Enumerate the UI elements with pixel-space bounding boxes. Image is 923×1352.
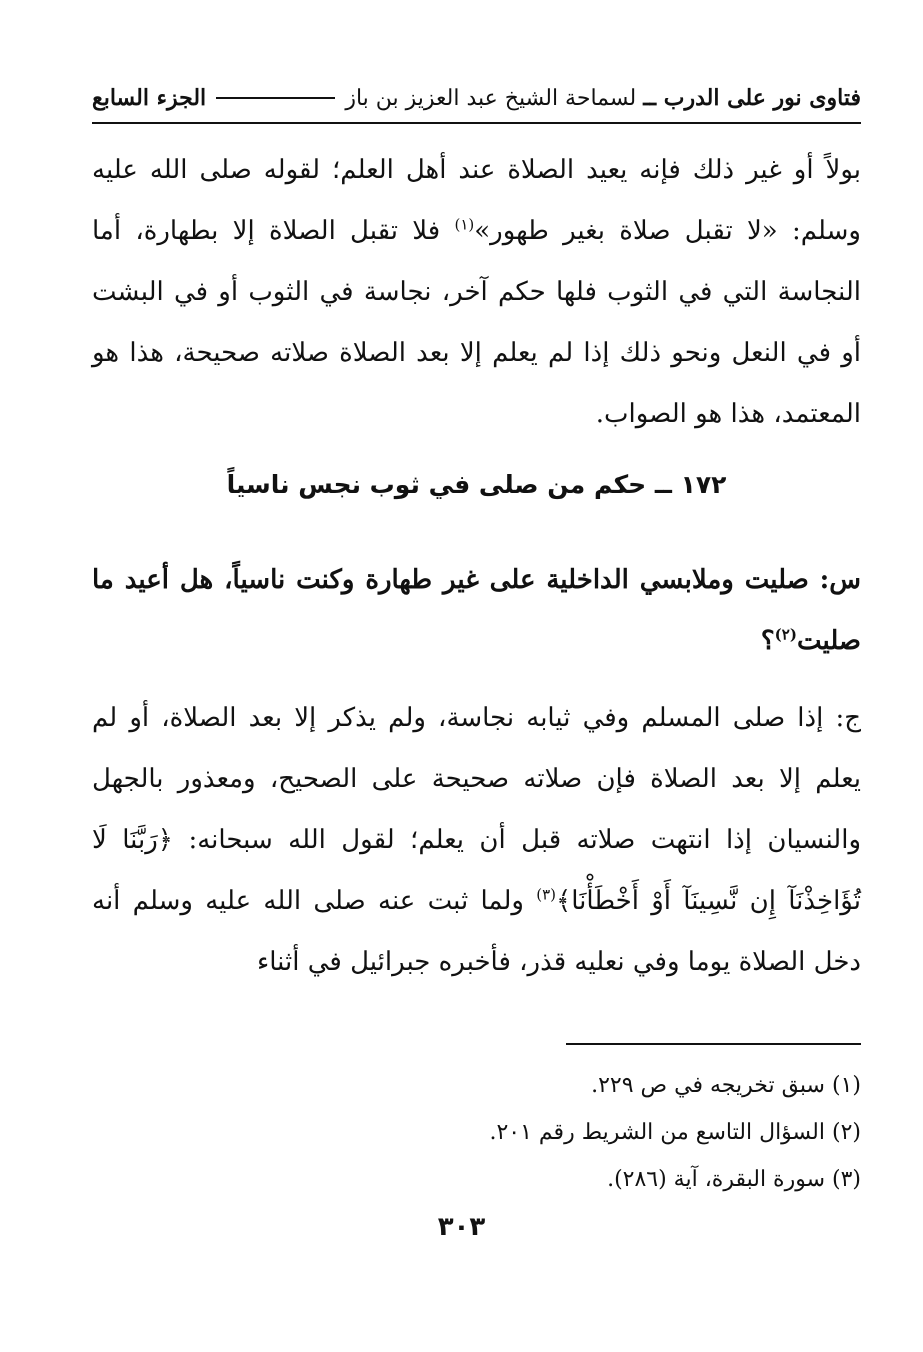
header-separator [216, 97, 335, 99]
footnote-ref-1: (١) [454, 215, 475, 234]
question [92, 550, 861, 672]
header-volume: الجزء السابع [92, 85, 207, 111]
header-left-group [345, 85, 861, 111]
footnote-3: (٣) سورة البقرة، آية (٢٨٦). [607, 1167, 861, 1192]
header-author: لسماحة الشيخ عبد العزيز بن باز [345, 86, 637, 111]
question-mark: ؟ [760, 626, 775, 656]
footnote-ref-3: (٣) [536, 885, 556, 904]
quran-verse: ﴿رَبَّنَا لَا تُؤَاخِذْنَآ إِن نَّسِينَآ أَوْ أَخْطَأْنَا﴾ [92, 825, 861, 916]
paragraph-continuation [92, 140, 861, 445]
paragraph-1-text: بولاً أو غير ذلك فإنه يعيد الصلاة عند أهل العلم؛ لقوله صلى الله عليه وسلم: «لا تقبل صلاة بغير طهور» [92, 155, 861, 246]
footnote-rule [566, 1043, 861, 1045]
answer-text: ج: إذا صلى المسلم وفي ثيابه نجاسة، ولم يذكر إلا بعد الصلاة، أو لم يعلم إلا بعد الصلاة فإن صلاته صحيحة على الصحيح، ومعذور بالجهل والنسيان إذا انتهت صلاته قبل أن يعلم؛ لقول الله سبحانه: [92, 703, 861, 855]
header-book-title: فتاوى نور على الدرب ــ [643, 85, 861, 111]
footnotes [92, 1062, 861, 1203]
section-title: ١٧٢ ــ حكم من صلى في ثوب نجس ناسياً [226, 470, 727, 499]
answer [92, 688, 861, 993]
question-text: س: صليت وملابسي الداخلية على غير طهارة وكنت ناسياً، هل أعيد ما صليت [92, 565, 861, 656]
header-rule [92, 122, 861, 124]
running-header [92, 78, 861, 118]
page-number: ٣٠٣ [437, 1212, 486, 1242]
footnote-ref-2: (٢) [774, 625, 797, 644]
footnote-1: (١) سبق تخريجه في ص ٢٢٩. [591, 1073, 861, 1098]
answer-continuation: ولما ثبت عنه صلى الله عليه وسلم أنه دخل الصلاة يوما وفي نعليه قذر، فأخبره جبرائيل في أثناء [92, 886, 861, 977]
footnote-2: (٢) السؤال التاسع من الشريط رقم ٢٠١. [489, 1120, 861, 1145]
paragraph-1-rest: فلا تقبل الصلاة إلا بطهارة، أما النجاسة التي في الثوب فلها حكم آخر، نجاسة في الثوب أو في البشت أو في النعل ونحو ذلك إذا لم يعلم إلا بعد الصلاة صلاته صحيحة، هذا هو المعتمد، هذا هو الصواب. [92, 216, 861, 429]
